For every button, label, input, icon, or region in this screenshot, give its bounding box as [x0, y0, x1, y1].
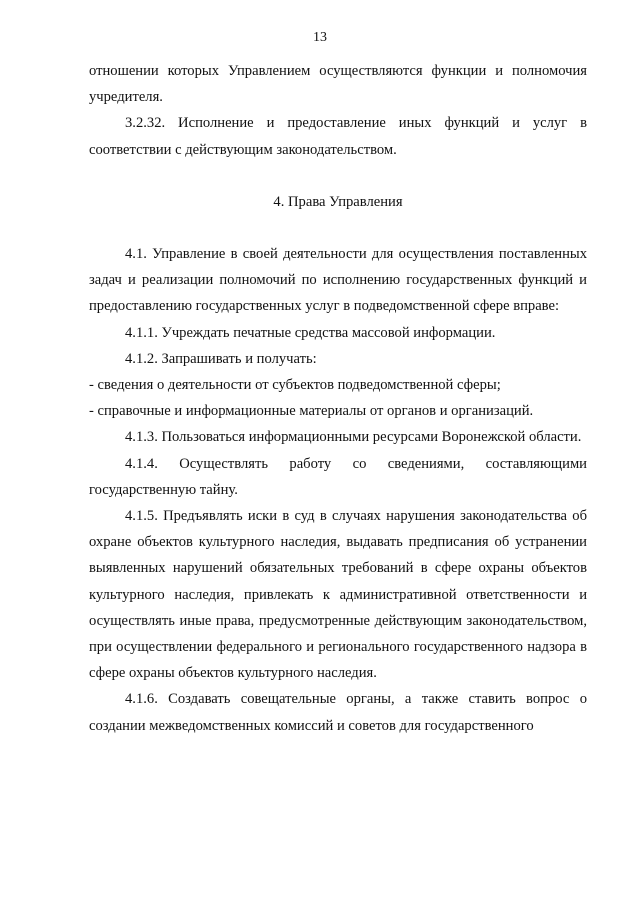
list-item: - справочные и информационные материалы от органов и организаций.	[89, 403, 534, 420]
paragraph-4-1-1: 4.1.1. Учреждать печатные средства массовой информации.	[125, 324, 496, 341]
paragraph-continuation: отношении которых Управлением осуществляются функции и полномочия учредителя.	[89, 63, 587, 106]
paragraph-3-2-32: 3.2.32. Исполнение и предоставление иных функций и услуг в соответствии с действующим законодательством.	[89, 115, 587, 158]
section-heading: 4. Права Управления	[273, 193, 403, 210]
paragraph-4-1-6: 4.1.6. Создавать совещательные органы, а также ставить вопрос о создании межведомственных комиссий и советов для государственного	[89, 691, 587, 734]
list-item: - сведения о деятельности от субъектов подведомственной сферы;	[89, 377, 501, 394]
document-body	[89, 58, 587, 739]
spacer	[89, 215, 587, 241]
spacer	[89, 163, 587, 189]
paragraph-4-1-5: 4.1.5. Предъявлять иски в суд в случаях нарушения законодательства об охране объектов культурного наследия, выдавать предписания об устранении выявленных нарушений обязательных требований в сфере охраны объектов культурного наследия, привлекать к административной ответственности и осуществлять иные права, предусмотренные действующим законодательством, при осуществлении федерального и регионального государственного надзора в сфере охраны объектов культурного наследия.	[89, 508, 587, 682]
page-number: 13	[313, 30, 327, 45]
paragraph-4-1-2: 4.1.2. Запрашивать и получать:	[125, 350, 317, 367]
paragraph-4-1: 4.1. Управление в своей деятельности для осуществления поставленных задач и реализации полномочий по исполнению государственных функций и предоставлению государственных услуг в подведомственной сфере вправе:	[89, 246, 587, 315]
paragraph-4-1-4: 4.1.4. Осуществлять работу со сведениями, составляющими государственную тайну.	[89, 455, 587, 498]
paragraph-4-1-3: 4.1.3. Пользоваться информационными ресурсами Воронежской области.	[125, 429, 582, 446]
